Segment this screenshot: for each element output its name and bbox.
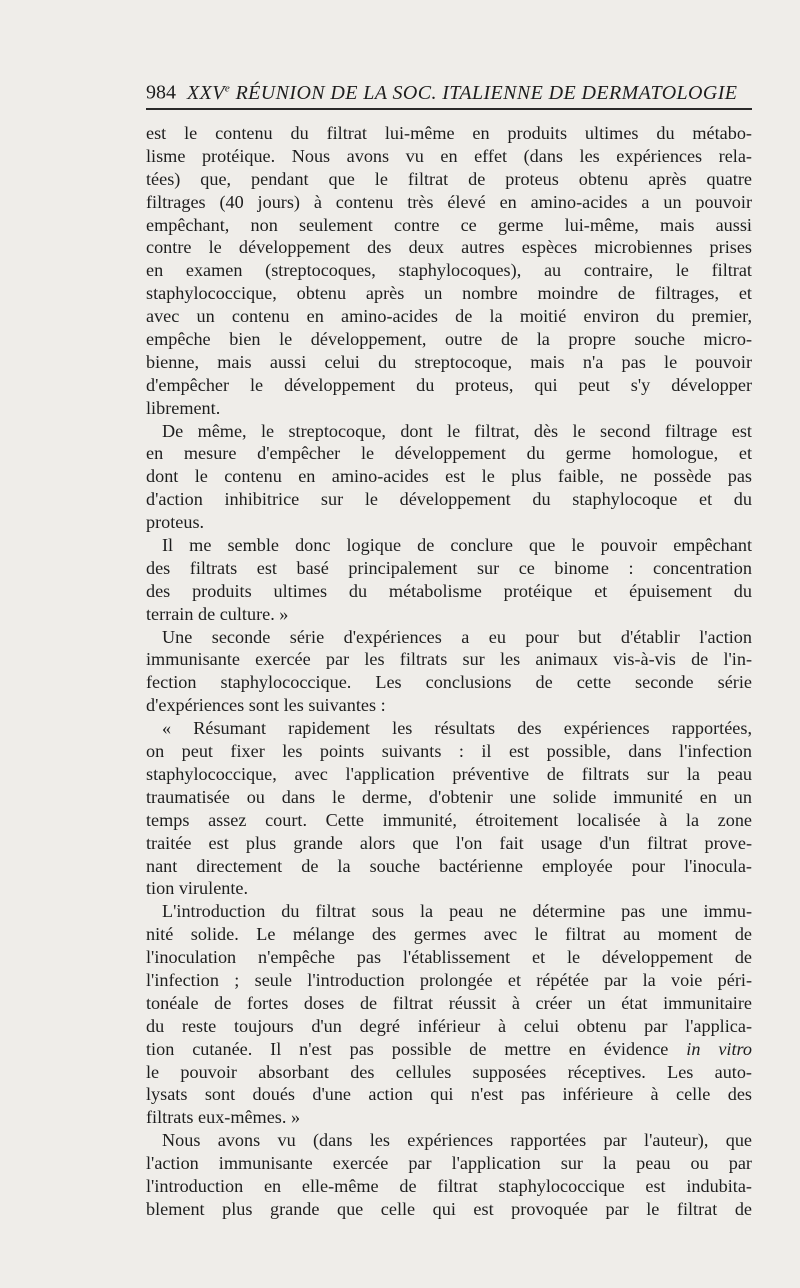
text-line: dont le contenu en amino-acides est le plus faible, ne possède pas	[146, 466, 752, 487]
text-line: temps assez court. Cette immunité, étroitement localisée à la zone	[146, 809, 752, 830]
text-line: fection staphylococcique. Les conclusions de cette seconde série	[146, 672, 752, 693]
header-rule	[146, 108, 752, 110]
text-line: Il me semble donc logique de conclure que le pouvoir empêchant	[162, 535, 752, 556]
text-line: tonéale de fortes doses de filtrat réussit à créer un état immunitaire	[146, 992, 752, 1013]
page-number: 984	[146, 81, 176, 104]
text-line: traitée est plus grande alors que l'on fait usage d'un filtrat prove-	[146, 832, 752, 853]
text-line: l'introduction en elle-même de filtrat staphylococcique est indubita-	[146, 1175, 752, 1196]
text-line: tion virulente.	[146, 878, 249, 899]
text-line: staphylococcique, obtenu après un nombre moindre de filtrages, et	[146, 283, 752, 304]
text-line: l'inoculation n'empêche pas l'établissement et le développement de	[146, 947, 752, 968]
text-line: staphylococcique, avec l'application préventive de filtrats sur la peau	[146, 763, 752, 784]
text-line: lysats sont doués d'une action qui n'est pas inférieure à celle des	[146, 1084, 752, 1105]
text-line: le pouvoir absorbant des cellules supposées réceptives. Les auto-	[146, 1061, 752, 1082]
body-text	[146, 122, 752, 1221]
text-line: Une seconde série d'expériences a eu pour but d'établir l'action	[162, 626, 752, 647]
text-line: « Résumant rapidement les résultats des expériences rapportées,	[162, 718, 752, 739]
text-line: d'action inhibitrice sur le développement du staphylocoque et du	[146, 489, 752, 510]
running-title: XXVe RÉUNION DE LA SOC. ITALIENNE DE DERMATOLOGIE	[187, 81, 738, 104]
text-line-with-italic: tion cutanée. Il n'est pas possible de mettre en évidence in vitro	[146, 1038, 752, 1059]
text-line: est le contenu du filtrat lui-même en produits ultimes du métabo-	[146, 123, 752, 143]
running-header	[146, 76, 752, 105]
text-line: traumatisée ou dans le derme, d'obtenir une solide immunité en un	[146, 786, 752, 807]
text-line: De même, le streptocoque, dont le filtrat, dès le second filtrage est	[162, 420, 752, 441]
text-line: blement plus grande que celle qui est provoquée par le filtrat de	[146, 1198, 752, 1219]
text-line: d'empêcher le développement du proteus, qui peut s'y développer	[146, 374, 752, 395]
text-line: en examen (streptocoques, staphylocoques), au contraire, le filtrat	[146, 260, 752, 281]
text-line: nité solide. Le mélange des germes avec le filtrat au moment de	[146, 924, 752, 945]
text-line: on peut fixer les points suivants : il est possible, dans l'infection	[146, 741, 752, 762]
italic-phrase: in vitro	[686, 1038, 752, 1059]
text-line: l'infection ; seule l'introduction prolongée et répétée par la voie péri-	[146, 969, 752, 990]
text-line: lisme protéique. Nous avons vu en effet (dans les expériences rela-	[146, 145, 752, 166]
text-line: nant directement de la souche bactérienne employée pour l'inocula-	[146, 855, 752, 876]
text-line: empêchant, non seulement contre ce germe lui-même, mais aussi	[146, 214, 752, 235]
text-line: des filtrats est basé principalement sur ce binome : concentration	[146, 557, 752, 578]
text-line: l'action immunisante exercée par l'application sur la peau ou par	[146, 1153, 752, 1174]
text-line: des produits ultimes du métabolisme protéique et épuisement du	[146, 580, 752, 601]
text-line: d'expériences sont les suivantes :	[146, 695, 386, 716]
text-line: filtrats eux-mêmes. »	[146, 1107, 301, 1128]
text-line: empêche bien le développement, outre de la propre souche micro-	[146, 329, 752, 350]
text-line: bienne, mais aussi celui du streptocoque, mais n'a pas le pouvoir	[146, 351, 752, 372]
text-line: avec un contenu en amino-acides de la moitié environ du premier,	[146, 306, 752, 327]
text-line: filtrages (40 jours) à contenu très élevé en amino-acides a un pouvoir	[146, 191, 752, 212]
text-line: en mesure d'empêcher le développement du germe homologue, et	[146, 443, 752, 464]
text-line: contre le développement des deux autres espèces microbiennes prises	[146, 237, 752, 258]
text-line: immunisante exercée par les filtrats sur les animaux vis-à-vis de l'in-	[146, 649, 752, 670]
text-line: proteus.	[146, 512, 205, 533]
text-line: du reste toujours d'un degré inférieur à celui obtenu par l'applica-	[146, 1015, 752, 1036]
text-line: terrain de culture. »	[146, 603, 289, 624]
text-line: Nous avons vu (dans les expériences rapportées par l'auteur), que	[162, 1130, 752, 1151]
text-line: librement.	[146, 397, 221, 418]
text-line: L'introduction du filtrat sous la peau ne détermine pas une immu-	[162, 901, 752, 922]
text-line: tées) que, pendant que le filtrat de proteus obtenu après quatre	[146, 168, 752, 189]
